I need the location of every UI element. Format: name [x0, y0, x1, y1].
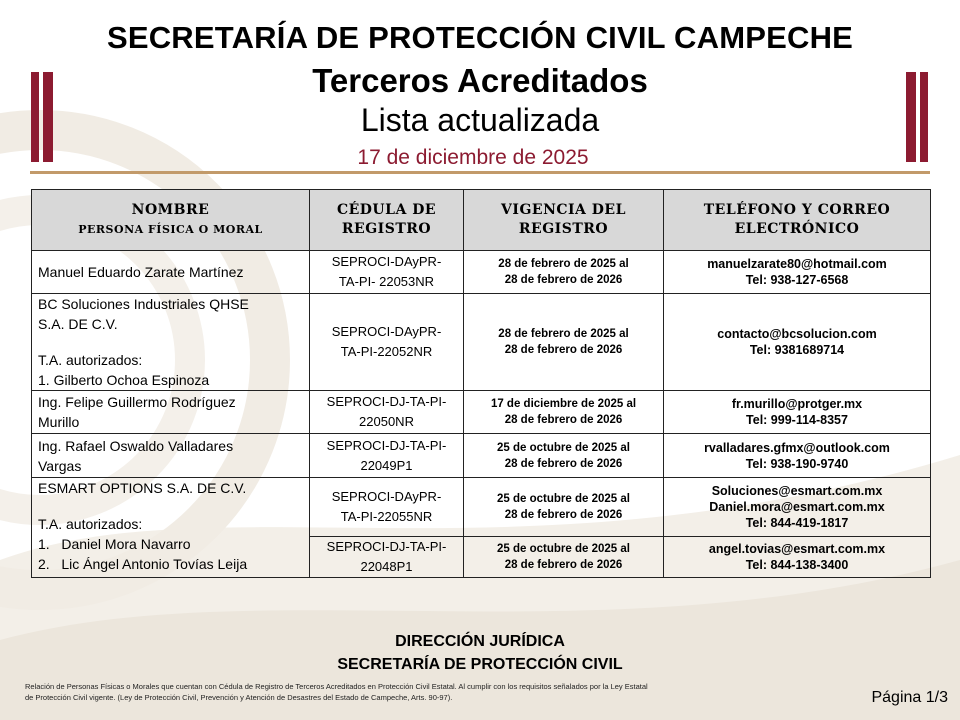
header-telefono-l2: ELECTRÓNICO: [734, 221, 860, 237]
header-nombre: [32, 190, 310, 251]
name-line: Ing. Rafael Oswaldo Valladares: [38, 437, 234, 454]
vigencia-line: 25 de octubre de 2025 al: [497, 543, 630, 555]
cell-cedula: [310, 478, 464, 537]
cedula-line: SEPROCI-DJ-TA-PI-: [326, 437, 447, 453]
cell-name: [32, 434, 310, 478]
cedula-line: TA-PI-22052NR: [340, 344, 433, 359]
cell-cedula: [310, 391, 464, 434]
name-line: 2. Lic Ángel Antonio Tovías Leija: [38, 556, 248, 572]
table-row: [32, 434, 931, 478]
cell-contact: [664, 478, 931, 537]
cell-vigencia: [464, 251, 664, 294]
vigencia-line: 28 de febrero de 2026: [504, 274, 623, 286]
list-label: Lista actualizada: [360, 102, 600, 138]
name-line: ESMART OPTIONS S.A. DE C.V.: [38, 480, 247, 496]
cell-contact: [664, 251, 931, 294]
cell-cedula: [310, 294, 464, 391]
header-cedula-l2: REGISTRO: [341, 221, 432, 237]
cedula-line: 22048P1: [360, 559, 413, 574]
contact-phone: Tel: 844-419-1817: [745, 516, 849, 530]
name-line: Vargas: [38, 457, 82, 474]
header-vigencia-l1: VIGENCIA DEL: [501, 202, 626, 218]
cell-cedula: [310, 434, 464, 478]
header-nombre-sub: PERSONA FÍSICA O MORAL: [78, 223, 263, 236]
footer-secretariat: SECRETARÍA DE PROTECCIÓN CIVIL: [337, 656, 623, 673]
cedula-line: TA-PI-22055NR: [340, 509, 433, 524]
vigencia-line: 28 de febrero de 2026: [504, 457, 623, 470]
cell-name: [32, 391, 310, 434]
cell-vigencia: [464, 294, 664, 391]
contact-phone: Tel: 9381689714: [749, 343, 845, 357]
update-date: 17 de diciembre de 2025: [357, 146, 589, 169]
cell-name: [32, 478, 310, 578]
cedula-line: SEPROCI-DJ-TA-PI-: [326, 394, 447, 409]
table-row: [32, 478, 931, 537]
page-title: SECRETARÍA DE PROTECCIÓN CIVIL CAMPECHE: [106, 20, 854, 55]
contact-phone: Tel: 999-114-8357: [746, 413, 848, 427]
cell-name: [32, 294, 310, 391]
cell-vigencia: [464, 537, 664, 578]
cedula-line: 22050NR: [359, 414, 414, 429]
cedula-line: 22049P1: [360, 457, 413, 473]
header-telefono-l1: TELÉFONO Y CORREO: [703, 202, 891, 218]
cedula-line: SEPROCI-DAyPR-: [331, 254, 442, 269]
vigencia-line: 28 de febrero de 2026: [504, 414, 623, 426]
header-cedula: [310, 190, 464, 251]
header-cedula-l1: CÉDULA DE: [336, 202, 437, 218]
footer-department: DIRECCIÓN JURÍDICA: [395, 633, 565, 650]
cedula-line: SEPROCI-DAyPR-: [331, 489, 442, 504]
contact-email: fr.murillo@protger.mx: [731, 397, 863, 411]
vigencia-line: 28 de febrero de 2025 al: [498, 258, 629, 270]
table-row: [32, 391, 931, 434]
name-line: 1. Gilberto Ochoa Espinoza: [38, 372, 210, 388]
header-vigencia: [464, 190, 664, 251]
page-subtitle: Terceros Acreditados: [312, 62, 648, 99]
contact-email: Daniel.mora@esmart.com.mx: [709, 500, 885, 514]
left-stripe-ornament: [31, 72, 55, 162]
cell-contact: [664, 391, 931, 434]
legal-note-line: de Protección Civil vigente. (Ley de Protección Civil, Prevención y Atención de Desastres del Estado de Campeche, Arts. 90-97).: [25, 693, 453, 702]
cell-cedula: [310, 251, 464, 294]
table-row: [32, 294, 931, 391]
cell-vigencia: [464, 434, 664, 478]
vigencia-line: 28 de febrero de 2026: [504, 509, 623, 521]
cell-contact: [664, 294, 931, 391]
contact-email: manuelzarate80@hotmail.com: [707, 257, 887, 271]
name-line: S.A. DE C.V.: [38, 316, 118, 332]
cedula-line: SEPROCI-DAyPR-: [331, 324, 442, 339]
name-line: Ing. Felipe Guillermo Rodríguez: [38, 394, 236, 410]
vigencia-line: 28 de febrero de 2026: [504, 344, 623, 356]
vigencia-line: 25 de octubre de 2025 al: [497, 493, 630, 505]
contact-phone: Tel: 938-190-9740: [745, 456, 849, 471]
header-nombre-label: NOMBRE: [131, 202, 210, 218]
vigencia-line: 17 de diciembre de 2025 al: [490, 398, 637, 410]
contact-phone: Tel: 938-127-6568: [745, 273, 849, 287]
vigencia-line: 28 de febrero de 2026: [504, 559, 623, 571]
contact-email: Soluciones@esmart.com.mx: [711, 484, 883, 498]
page-number: Página 1/3: [871, 689, 948, 706]
name-line: T.A. autorizados:: [38, 516, 143, 532]
name-line: BC Soluciones Industriales QHSE: [38, 296, 249, 312]
cell-vigencia: [464, 391, 664, 434]
accredited-table: [31, 189, 931, 578]
footer-legal-note: [25, 681, 825, 703]
vigencia-line: 25 de octubre de 2025 al: [497, 441, 630, 454]
contact-email: rvalladares.gfmx@outlook.com: [704, 440, 890, 455]
header-telefono: [664, 190, 931, 251]
legal-note-line: Relación de Personas Físicas o Morales que cuentan con Cédula de Registro de Terceros Acreditados en Protección Civil Estatal. Al cumplir con los requisitos señalados por la Ley Estatal: [25, 682, 648, 691]
contact-phone: Tel: 844-138-3400: [745, 558, 849, 572]
cell-name: Manuel Eduardo Zarate Martínez: [32, 251, 310, 294]
table-header-row: [32, 190, 931, 251]
cedula-line: TA-PI- 22053NR: [338, 274, 435, 289]
header-divider: [30, 171, 930, 174]
cell-vigencia: [464, 478, 664, 537]
vigencia-line: 28 de febrero de 2025 al: [498, 328, 629, 340]
name-line: T.A. autorizados:: [38, 352, 143, 368]
cell-contact: [664, 537, 931, 578]
contact-email: contacto@bcsolucion.com: [717, 327, 877, 341]
cell-cedula: [310, 537, 464, 578]
name-line: Murillo: [38, 414, 80, 430]
header-vigencia-l2: REGISTRO: [518, 221, 609, 237]
right-stripe-ornament: [906, 72, 930, 162]
contact-email: angel.tovias@esmart.com.mx: [708, 542, 886, 556]
cedula-line: SEPROCI-DJ-TA-PI-: [326, 539, 447, 554]
cell-contact: [664, 434, 931, 478]
name-line: 1. Daniel Mora Navarro: [38, 536, 191, 552]
table-row: [32, 251, 931, 294]
